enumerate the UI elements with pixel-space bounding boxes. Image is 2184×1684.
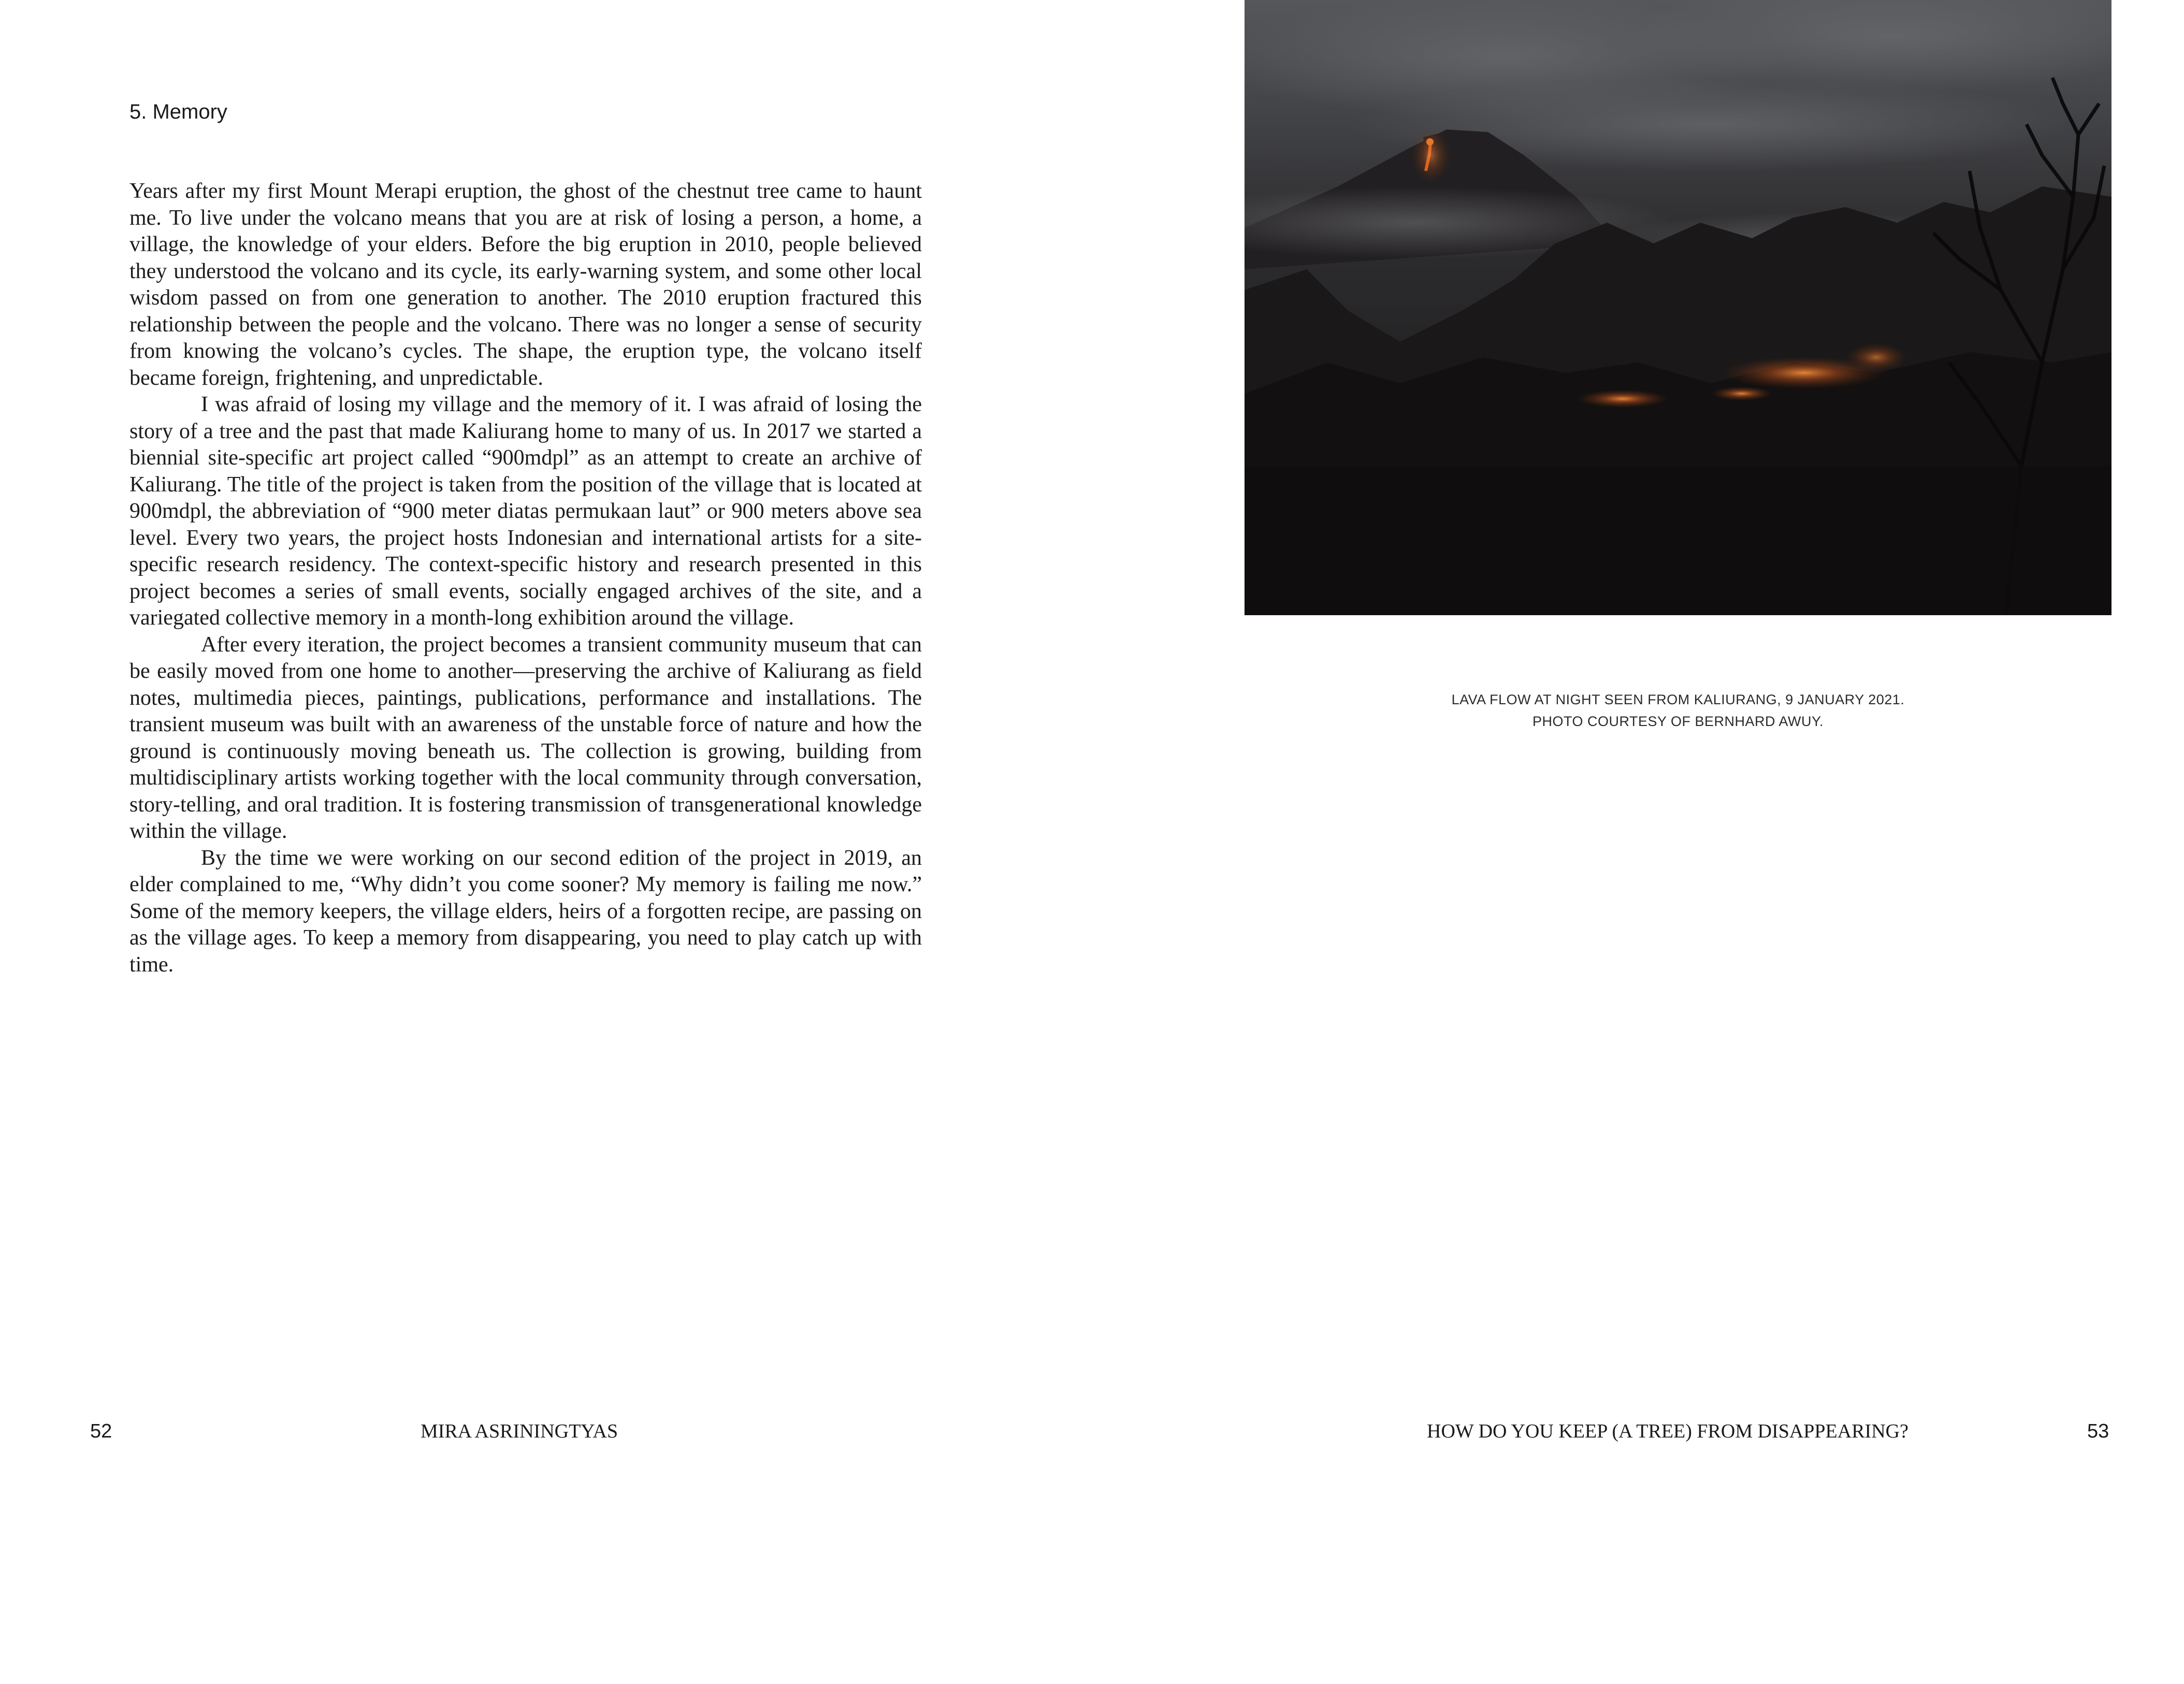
caption-line-2: PHOTO COURTESY OF BERNHARD AWUY. [1532,714,1824,729]
section-heading: 5. Memory [129,100,227,123]
running-head-author: MIRA ASRININGTYAS [421,1420,618,1442]
page-number-left: 52 [90,1420,112,1442]
paragraph-1: Years after my first Mount Merapi eruption, the ghost of the chestnut tree came to haunt me. To live under the volcano means that you are at risk of losing a person, a home, a village, the knowledge of your elders. Before the big eruption in 2010, people believed they understood the volcano and its cycle, its early-warning system, and some other local wisdom passed on from one generation to another. The 2010 eruption fractured this relationship between the people and the volcano. There was no longer a sense of security from knowing the volcano’s cycles. The shape, the eruption type, the volcano itself became foreign, frightening, and unpredictable. [129,179,922,390]
running-head-title: HOW DO YOU KEEP (A TREE) FROM DISAPPEARING? [1427,1420,1908,1442]
paragraph-2: I was afraid of losing my village and the memory of it. I was afraid of losing the story of a tree and the past that made Kaliurang home to many of us. In 2017 we started a biennial site-specific art project called “900mdpl” as an attempt to create an archive of Kaliurang. The title of the project is taken from the position of the village that is located at 900mdpl, the abbreviation of “900 meter diatas permukaan laut” or 900 meters above sea level. Every two years, the project hosts Indonesian and international artists for a site-specific research residency. The context-specific history and research presented in this project becomes a series of small events, socially engaged archives of the site, and a variegated collective memory in a month-long exhibition around the village. [129,393,922,630]
paragraph-4: By the time we were working on our second edition of the project in 2019, an elder complained to me, “Why didn’t you come sooner? My memory is failing me now.” Some of the memory keepers, the village elders, heirs of a forgotten recipe, are passing on as the village ages. To keep a memory from disappearing, you need to play catch up with time. [129,846,922,977]
page-number-right: 53 [2087,1420,2109,1442]
volcano-night-photo [1245,0,2111,615]
photo-caption [1245,689,2111,732]
caption-line-1: LAVA FLOW AT NIGHT SEEN FROM KALIURANG, 9 JANUARY 2021. [1451,692,1905,707]
paragraph-3: After every iteration, the project becomes a transient community museum that can be easily moved from one home to another—preserving the archive of Kaliurang as field notes, multimedia pieces, paintings, publications, performance and installations. The transient museum was built with an awareness of the unstable force of nature and how the ground is continuously moving beneath us. The collection is growing, building from multidisciplinary artists working together with the local community through conversation, story-telling, and oral tradition. It is fostering transmission of transgenerational knowledge within the village. [129,632,922,843]
volcano-photo-illustration [1245,0,2111,615]
body-text [129,178,922,978]
